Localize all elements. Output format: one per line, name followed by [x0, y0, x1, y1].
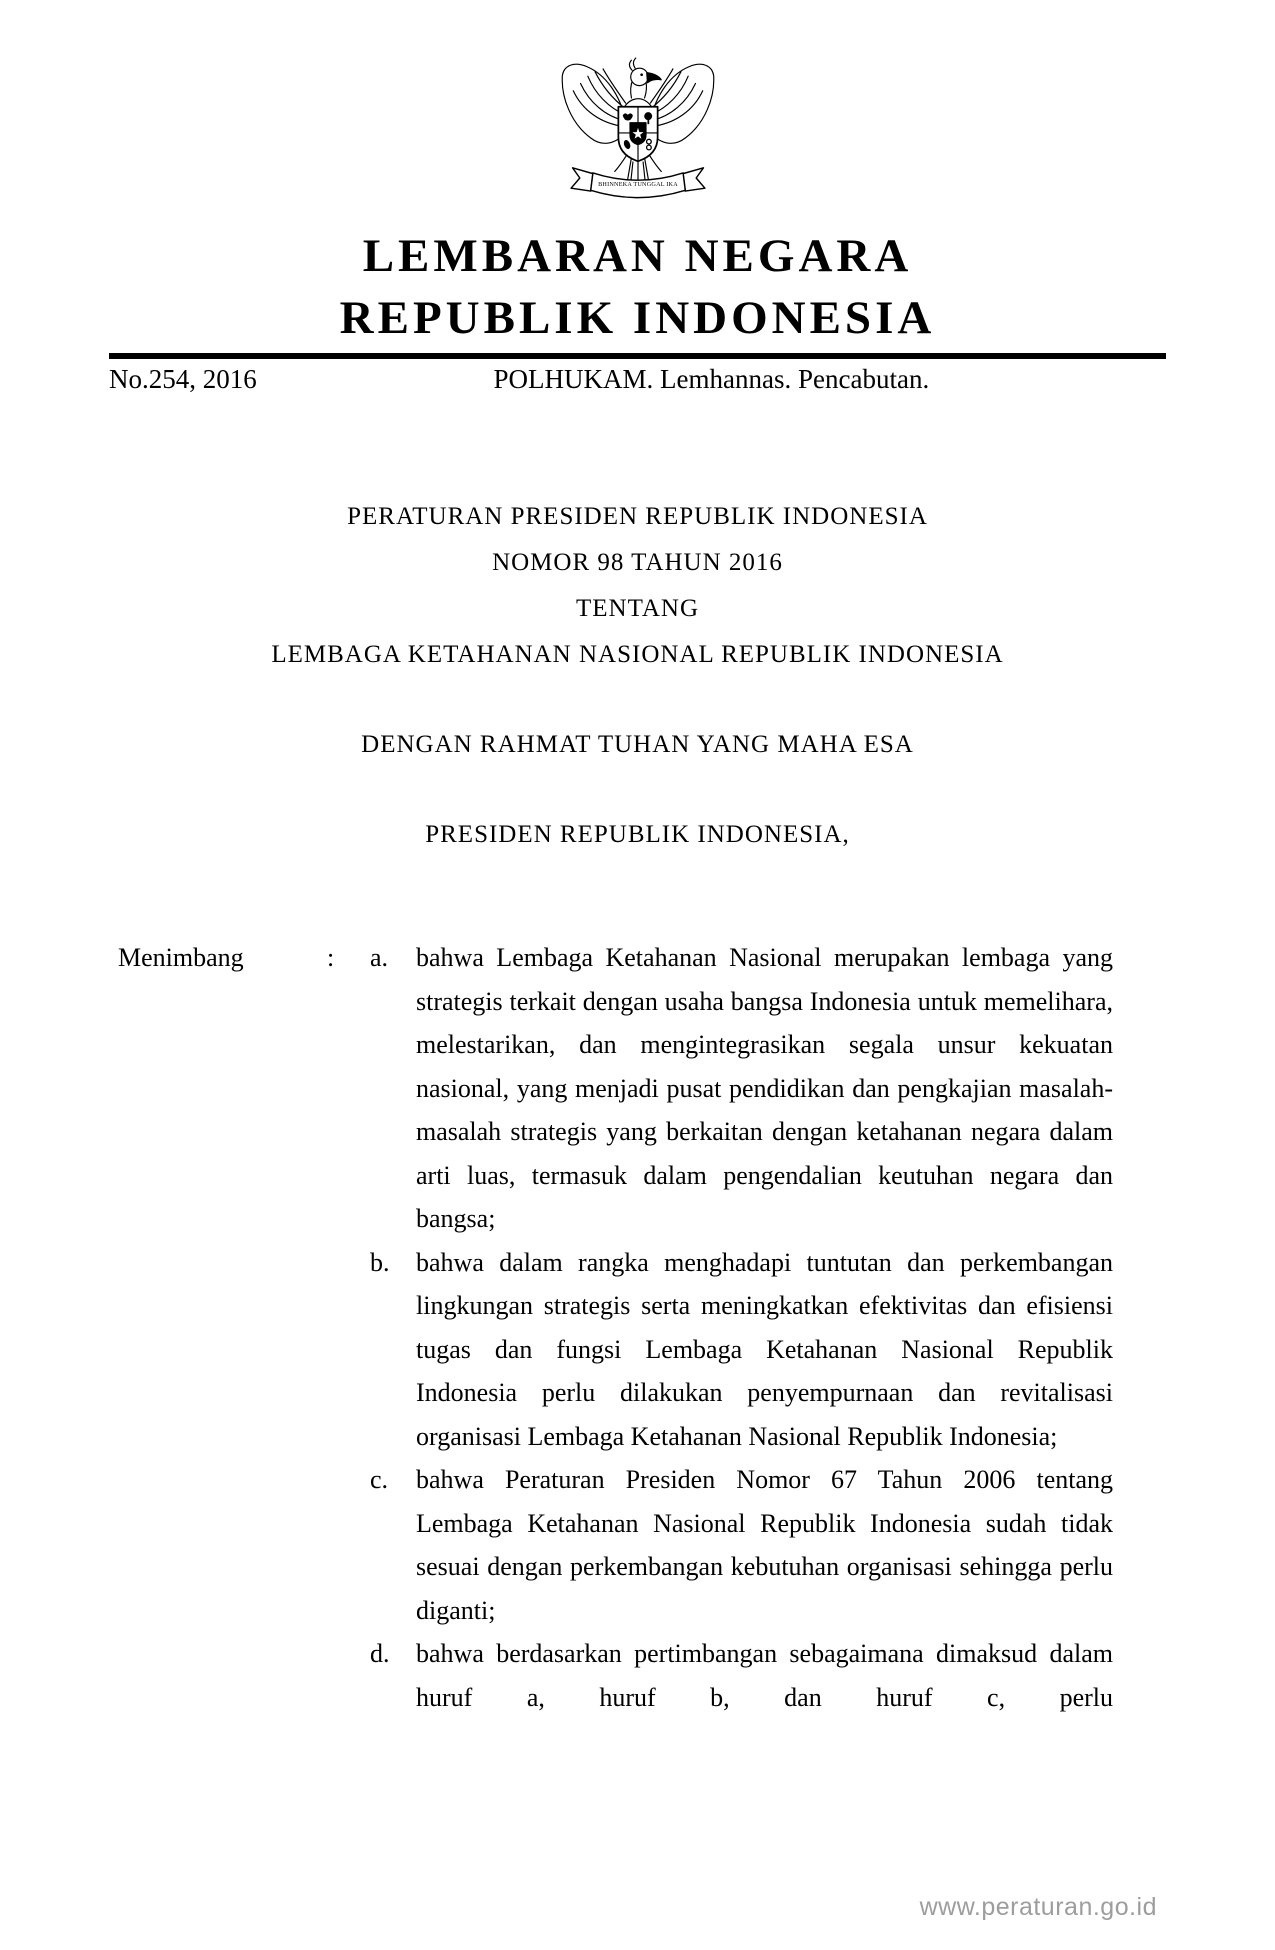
regulation-number: NOMOR 98 TAHUN 2016: [492, 549, 783, 576]
banyan-symbol: [644, 112, 652, 120]
considerations-separator: :: [327, 943, 335, 972]
gazette-subject: POLHUKAM. Lemhannas. Pencabutan.: [493, 364, 930, 394]
authority-line: PRESIDEN REPUBLIK INDONESIA,: [425, 821, 850, 848]
regulation-title-block: [0, 494, 1275, 678]
consideration-item-b: [370, 1241, 1113, 1459]
item-marker: a.: [370, 943, 389, 972]
consideration-item-a: [370, 936, 1113, 1241]
considerations-list: [370, 936, 1113, 1719]
consideration-item-c: [370, 1458, 1113, 1632]
item-marker: b.: [370, 1247, 390, 1277]
head: [629, 58, 661, 98]
garuda-pancasila-icon: [558, 52, 718, 208]
item-marker: c.: [370, 1465, 389, 1494]
item-text: bahwa Peraturan Presiden Nomor 67 Tahun 2006 tentang Lembaga Ketahanan Nasional Republik Indonesia sudah tidak sesuai dengan perkembangan kebutuhan organisasi sehingga perlu diganti;: [416, 1465, 1113, 1625]
gazette-number: No.254, 2016: [109, 364, 257, 394]
watermark-url: www.peraturan.go.id: [919, 1893, 1157, 1921]
left-leg: [614, 153, 627, 171]
regulation-about-label: TENTANG: [575, 595, 700, 622]
motto-text: BHINNEKA TUNGGAL IKA: [597, 181, 678, 188]
masthead-row: [109, 362, 1166, 396]
right-wing: [650, 64, 713, 143]
regulation-subject: LEMBAGA KETAHANAN NASIONAL REPUBLIK INDONESIA: [271, 641, 1004, 668]
item-marker: d.: [370, 1639, 390, 1668]
masthead-rule: [109, 353, 1166, 359]
gazette-title: [0, 225, 1275, 349]
item-text: bahwa dalam rangka menghadapi tuntutan dan perkembangan lingkungan strategis serta meningkatkan efektivitas dan efisiensi tugas dan fungsi Lembaga Ketahanan Nasional Republik Indonesia perlu dilakukan penyempurnaan dan revitalisasi organisasi Lembaga Ketahanan Nasional Republik Indonesia;: [416, 1247, 1113, 1451]
considerations-section: [118, 936, 1113, 1719]
left-wing: [562, 64, 625, 143]
invocation-line: DENGAN RAHMAT TUHAN YANG MAHA ESA: [361, 731, 914, 758]
gazette-title-line1: LEMBARAN NEGARA: [362, 230, 913, 282]
pancasila-shield: [618, 107, 657, 162]
considerations-label: Menimbang: [118, 943, 244, 972]
emblem-container: [0, 0, 1275, 213]
gazette-title-line2: REPUBLIK INDONESIA: [339, 292, 936, 344]
regulation-type: PERATURAN PRESIDEN REPUBLIK INDONESIA: [347, 503, 928, 530]
item-text: bahwa berdasarkan pertimbangan sebagaimana dimaksud dalam huruf a, huruf b, dan huruf c, perlu: [416, 1639, 1113, 1712]
consideration-item-d: [370, 1632, 1113, 1719]
item-text: bahwa Lembaga Ketahanan Nasional merupakan lembaga yang strategis terkait dengan usaha bangsa Indonesia untuk memelihara, melestarikan, dan mengintegrasikan segala unsur kekuatan nasional, yang menjadi pusat pendidikan dan pengkajian masalah-masalah strategis yang berkaitan dengan ketahanan negara dalam arti luas, termasuk dalam pengendalian keutuhan negara dan bangsa;: [416, 943, 1113, 1233]
right-leg: [648, 153, 661, 171]
